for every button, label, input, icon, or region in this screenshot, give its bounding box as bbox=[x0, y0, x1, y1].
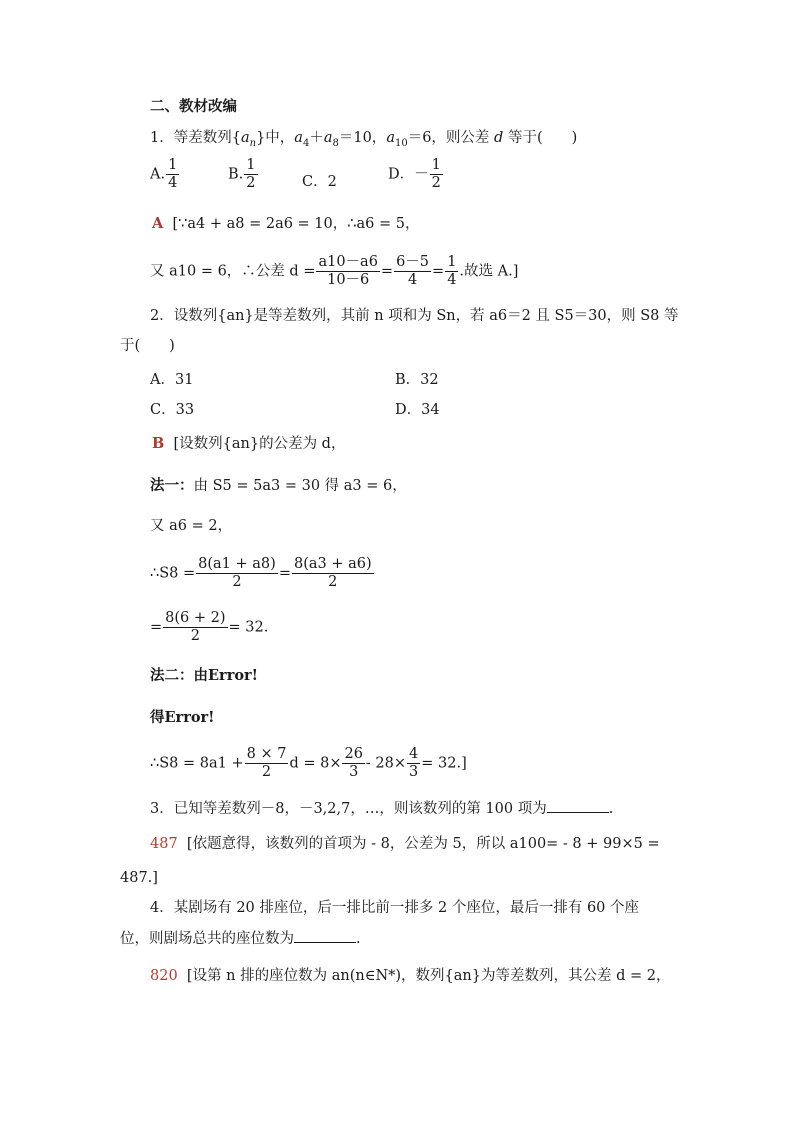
q2-stem-line1: 2．设数列{an}是等差数列，其前 n 项和为 Sn，若 a6＝2 且 S5＝30，则 S8 等 bbox=[150, 308, 679, 324]
q2-option-d: D．34 bbox=[395, 402, 440, 418]
q2-option-a: A．31 bbox=[150, 372, 194, 388]
q4-stem-line1: 4．某剧场有 20 排座位，后一排比前一排多 2 个座位，最后一排有 60 个座 bbox=[150, 900, 640, 916]
q2-method2: 法二：由Error! bbox=[150, 667, 259, 684]
q2-method2-line2: 得Error! bbox=[150, 709, 215, 726]
q1-option-a: A. $\frac{1}{4}$ bbox=[150, 157, 178, 191]
q3-answer: 487 [依题意得，该数列的首项为 - 8，公差为 5，所以 a100= - 8 + 99×5 = bbox=[150, 836, 660, 852]
q3-answer-line2: 487.] bbox=[120, 870, 158, 886]
q1-stem: 1．等差数列$\{a_n\}$中，$a_4+a_8=10$，$a_{10}=6$，则公差 d 等于( ) bbox=[150, 130, 578, 149]
q2-method1-line2: 又 a6 = 2， bbox=[150, 518, 233, 534]
q2-method1-line4: = $\frac{8(6 + 2)}{2}$ = 32. bbox=[150, 610, 269, 644]
q4-answer: 820 [设第 n 排的座位数为 an(n∈N*)，数列{an}为等差数列，其公差 d = 2， bbox=[150, 968, 671, 984]
q2-option-b: B．32 bbox=[395, 372, 439, 388]
q1-option-c: C．2 bbox=[302, 174, 337, 190]
q2-method1-line3: ∴S8 = $\frac{8(a1 + a8)}{2}$ = $\frac{8(a3 + a6)}{2}$ bbox=[150, 556, 372, 590]
q3-stem: 3．已知等差数列－8，－3,2,7，…，则该数列的第 100 项为 . bbox=[150, 798, 613, 819]
q1-option-d: D．－ $\frac{1}{2}$ bbox=[388, 157, 441, 191]
q1-answer: A [∵a4 + a8 = 2a6 = 10，∴a6 = 5， bbox=[152, 215, 420, 232]
q2-option-c: C．33 bbox=[150, 402, 195, 418]
q2-answer: B [设数列{an}的公差为 d， bbox=[152, 435, 346, 452]
q1-solution-line2: 又 a10 = 6，∴公差 d = $\frac{a10-a6}{10-6}$ = $\frac{6-5}{4}$ = $\frac{1}{4}$ .故选 A.] bbox=[150, 254, 519, 288]
q4-stem-line2: 位，则剧场总共的座位数为 . bbox=[120, 928, 361, 949]
q3-blank bbox=[547, 798, 609, 813]
q4-blank bbox=[294, 928, 356, 943]
q2-method2-line3: ∴S8 = 8a1 + $\frac{8 \times 7}{2}$ d = 8× $\frac{26}{3}$ - 28× $\frac{4}{3}$ = 32.] bbox=[150, 746, 467, 780]
q1-option-b: B. $\frac{1}{2}$ bbox=[228, 157, 256, 191]
q2-stem-line2: 于( ) bbox=[120, 338, 175, 354]
q2-method1: 法一：由 S5 = 5a3 = 30 得 a3 = 6， bbox=[150, 477, 407, 494]
section-title: 二、教材改编 bbox=[150, 98, 237, 115]
